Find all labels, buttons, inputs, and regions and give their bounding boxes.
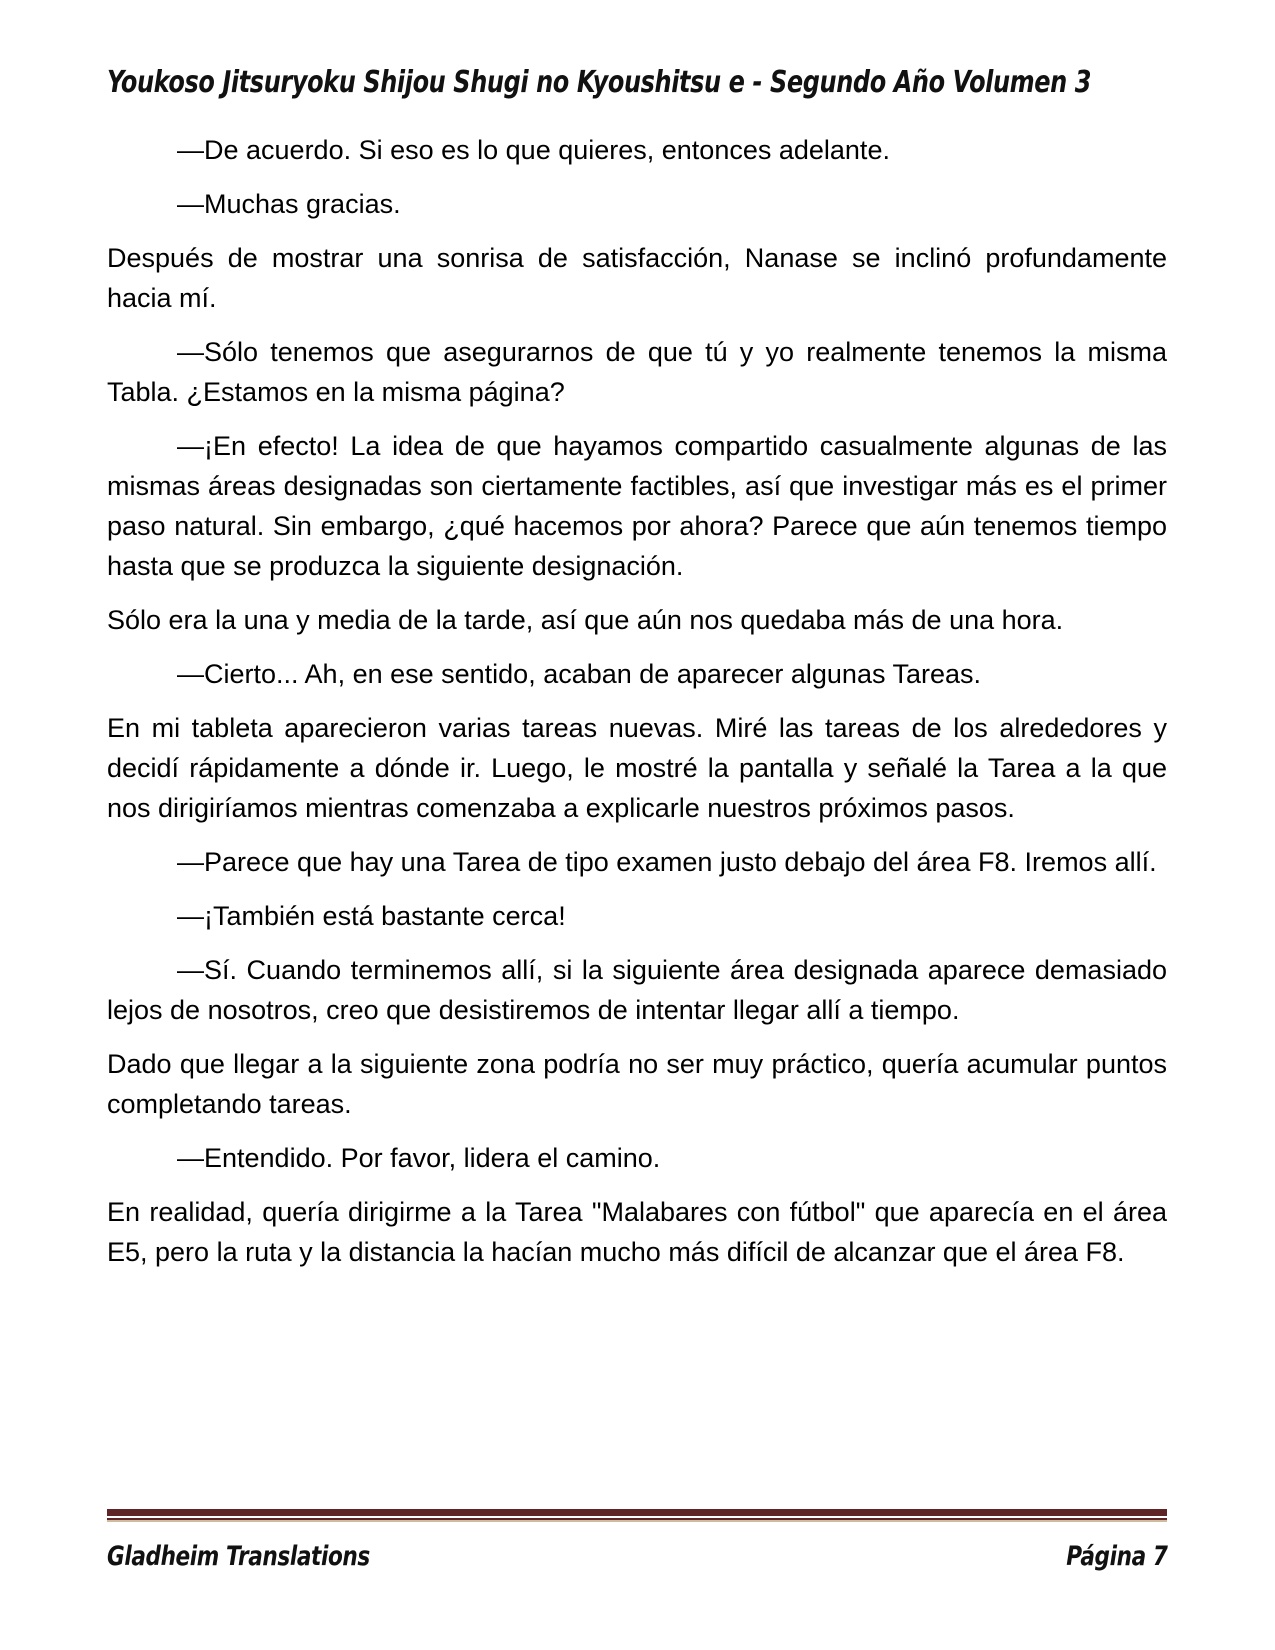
document-body bbox=[107, 130, 1167, 1286]
paragraph-dialogue: —¡En efecto! La idea de que hayamos compartido casualmente algunas de las mismas áreas designadas son ciertamente factibles, así que investigar más es el primer paso natural. Sin embargo, ¿qué hacemos por ahora? Parece que aún tenemos tiempo hasta que se produzca la siguiente designación. bbox=[107, 431, 1167, 581]
paragraph-dialogue: —Parece que hay una Tarea de tipo examen justo debajo del área F8. Iremos allí. bbox=[177, 847, 1157, 877]
paragraph-dialogue: —¡También está bastante cerca! bbox=[177, 901, 566, 931]
footer-rule bbox=[107, 1509, 1167, 1520]
paragraph-narration: Sólo era la una y media de la tarde, así que aún nos quedaba más de una hora. bbox=[107, 605, 1064, 635]
footer-page-number: Página 7 bbox=[1065, 1541, 1167, 1572]
paragraph-narration: Después de mostrar una sonrisa de satisfacción, Nanase se inclinó profundamente hacia mí. bbox=[107, 243, 1167, 313]
footer-row bbox=[107, 1540, 1167, 1574]
page-footer bbox=[107, 1509, 1167, 1574]
paragraph-narration: Dado que llegar a la siguiente zona podría no ser muy práctico, quería acumular puntos completando tareas. bbox=[107, 1049, 1167, 1119]
paragraph-dialogue: —Sólo tenemos que asegurarnos de que tú y yo realmente tenemos la misma Tabla. ¿Estamos en la misma página? bbox=[107, 337, 1167, 407]
footer-rule-shadow bbox=[107, 1520, 1167, 1522]
paragraph-dialogue: —Muchas gracias. bbox=[177, 189, 401, 219]
paragraph-dialogue: —Sí. Cuando terminemos allí, si la siguiente área designada aparece demasiado lejos de nosotros, creo que desistiremos de intentar llegar allí a tiempo. bbox=[107, 955, 1167, 1025]
paragraph-dialogue: —De acuerdo. Si eso es lo que quieres, entonces adelante. bbox=[177, 135, 890, 165]
footer-translator-credit: Gladheim Translations bbox=[107, 1541, 370, 1572]
header-title: Youkoso Jitsuryoku Shijou Shugi no Kyoushitsu e - Segundo Año Volumen 3 bbox=[107, 65, 1092, 100]
paragraph-dialogue: —Cierto... Ah, en ese sentido, acaban de aparecer algunas Tareas. bbox=[177, 659, 982, 689]
paragraph-dialogue: —Entendido. Por favor, lidera el camino. bbox=[177, 1143, 661, 1173]
page-header bbox=[107, 64, 1167, 108]
paragraph-narration: En realidad, quería dirigirme a la Tarea "Malabares con fútbol" que aparecía en el área E5, pero la ruta y la distancia la hacían mucho más difícil de alcanzar que el área F8. bbox=[107, 1197, 1167, 1267]
paragraph-narration: En mi tableta aparecieron varias tareas nuevas. Miré las tareas de los alrededores y decidí rápidamente a dónde ir. Luego, le mostré la pantalla y señalé la Tarea a la que nos dirigiríamos mientras comenzaba a explicarle nuestros próximos pasos. bbox=[107, 713, 1167, 823]
